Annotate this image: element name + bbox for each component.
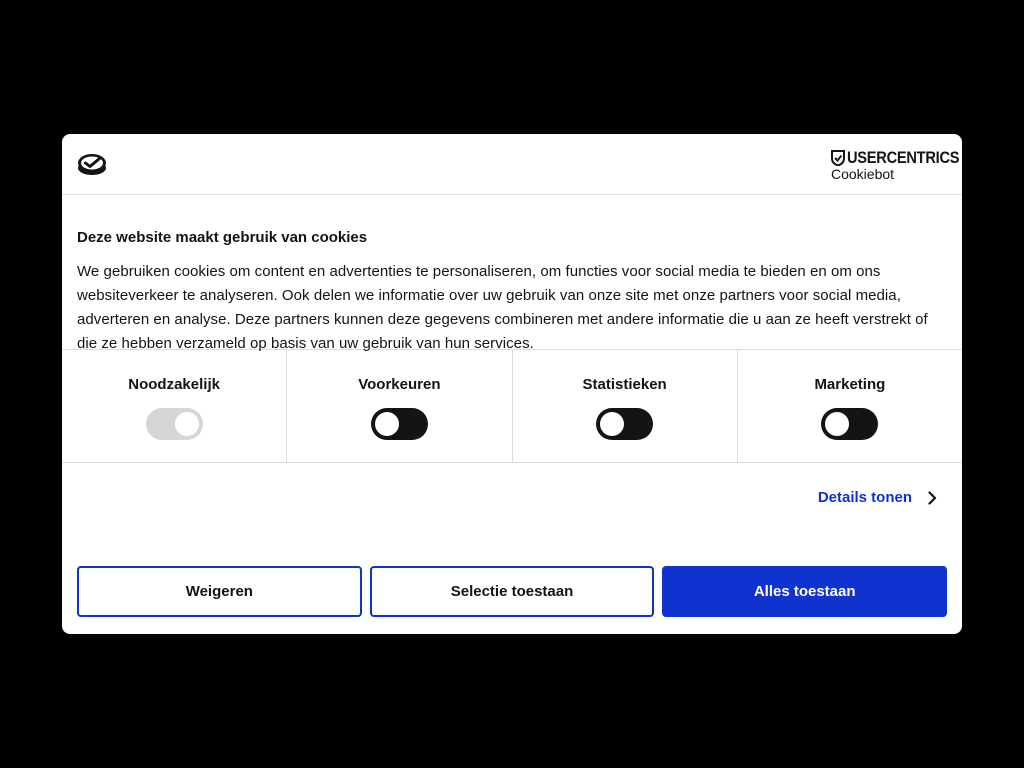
category-label: Statistieken [582,376,667,393]
show-details-link[interactable] [818,488,937,508]
brand-name: USERCENTRICS [847,148,960,167]
brand-sub: Cookiebot [831,166,895,182]
allow-selection-button[interactable]: Selectie toestaan [370,566,655,617]
dialog-header [62,134,962,195]
category-statistics [513,350,738,462]
consent-description: We gebruiken cookies om content en advertenties te personaliseren, om functies voor social media te bieden en om ons websiteverkeer te analyseren. Ook delen we informatie over uw gebruik van onze site met onze partners voor social media, adverteren en analyse. Deze partners kunnen deze gegevens combineren met andere informatie die u aan ze heeft verstrekt of die ze hebben verzameld op basis van uw gebruik van hun services. [77,263,928,352]
category-label: Noodzakelijk [128,376,220,393]
toggle-knob [175,412,199,436]
usercentrics-shield-icon [831,150,845,166]
category-marketing [738,350,962,462]
deny-button[interactable]: Weigeren [77,566,362,617]
toggle-knob [375,412,399,436]
category-necessary [62,350,287,462]
toggle-knob [825,412,849,436]
toggle-preferences[interactable] [371,408,428,440]
toggle-necessary [146,408,203,440]
cookie-consent-logo-icon [76,151,108,177]
consent-title: Deze website maakt gebruik van cookies [77,229,368,246]
cookie-consent-dialog [62,134,962,634]
chevron-right-icon [927,491,937,505]
category-label: Marketing [814,376,886,393]
consent-body [62,195,962,350]
allow-all-button[interactable]: Alles toestaan [662,566,947,617]
consent-buttons [77,566,947,617]
toggle-knob [600,412,624,436]
usercentrics-brand [831,148,960,182]
details-row [62,463,962,531]
category-preferences [287,350,512,462]
toggle-marketing[interactable] [821,408,878,440]
consent-categories [62,350,962,463]
show-details-label: Details tonen [817,489,912,506]
toggle-statistics[interactable] [596,408,653,440]
category-label: Voorkeuren [358,376,441,393]
